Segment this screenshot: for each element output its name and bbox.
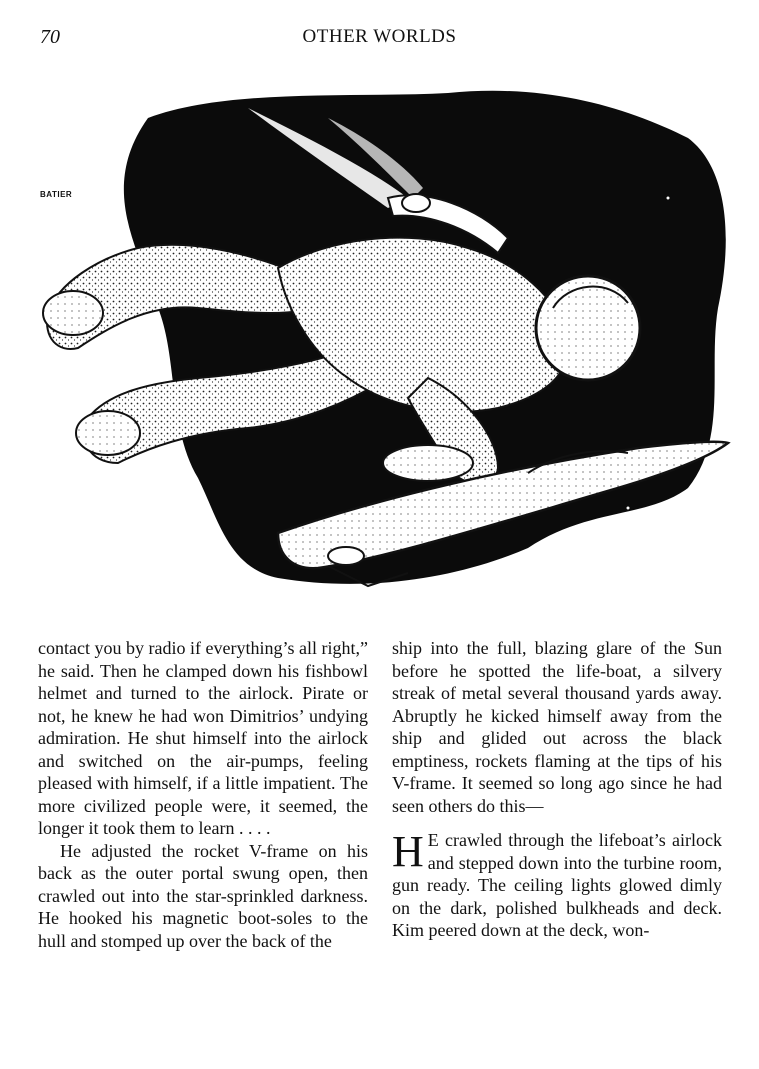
text-column-left (38, 637, 368, 952)
running-title: OTHER WORLDS (302, 26, 457, 47)
section-paragraph (392, 829, 722, 942)
paragraph: ship into the full, blazing glare of the Sun before he spotted the life-boat, a silvery streak of metal several thousand yards away. Abruptly he kicked himself away from the ship and glided out across the black emptiness, rockets flaming at the tips of his V-frame. It seemed so long ago since he had seen others do this— (392, 638, 722, 816)
text-column-right (392, 637, 722, 942)
page-header (0, 26, 759, 54)
page-number: 70 (40, 26, 60, 48)
astronaut-with-rocket-v-frame-and-lifeboat-icon (28, 78, 738, 608)
paragraph: contact you by radio if everything’s all right,” he said. Then he clamped down his fishbowl helmet and turned to the airlock. Pirate or not, he knew he had won Dimitrios’ undying admiration. He shut himself into the airlock and switched on the air-pumps, feeling pleased with himself, if a little impatient. The more civilized people were, it seemed, the longer it took them to learn . . . . (38, 638, 368, 838)
artist-signature: BATIER (40, 190, 73, 199)
illustration (28, 78, 738, 608)
drop-cap: H (392, 827, 424, 876)
paragraph: He adjusted the rocket V-frame on his back as the outer portal swung open, then crawled out into the star-sprinkled darkness. He hooked his magnetic boot-soles to the hull and stomped up over the back of the (38, 840, 368, 951)
section-paragraph-text: E crawled through the lifeboat’s airlock and stepped down into the turbine room, gun ready. The ceiling lights glowed dimly on the dark, polished bulkheads and deck. Kim peered down at the deck, won- (392, 830, 722, 940)
